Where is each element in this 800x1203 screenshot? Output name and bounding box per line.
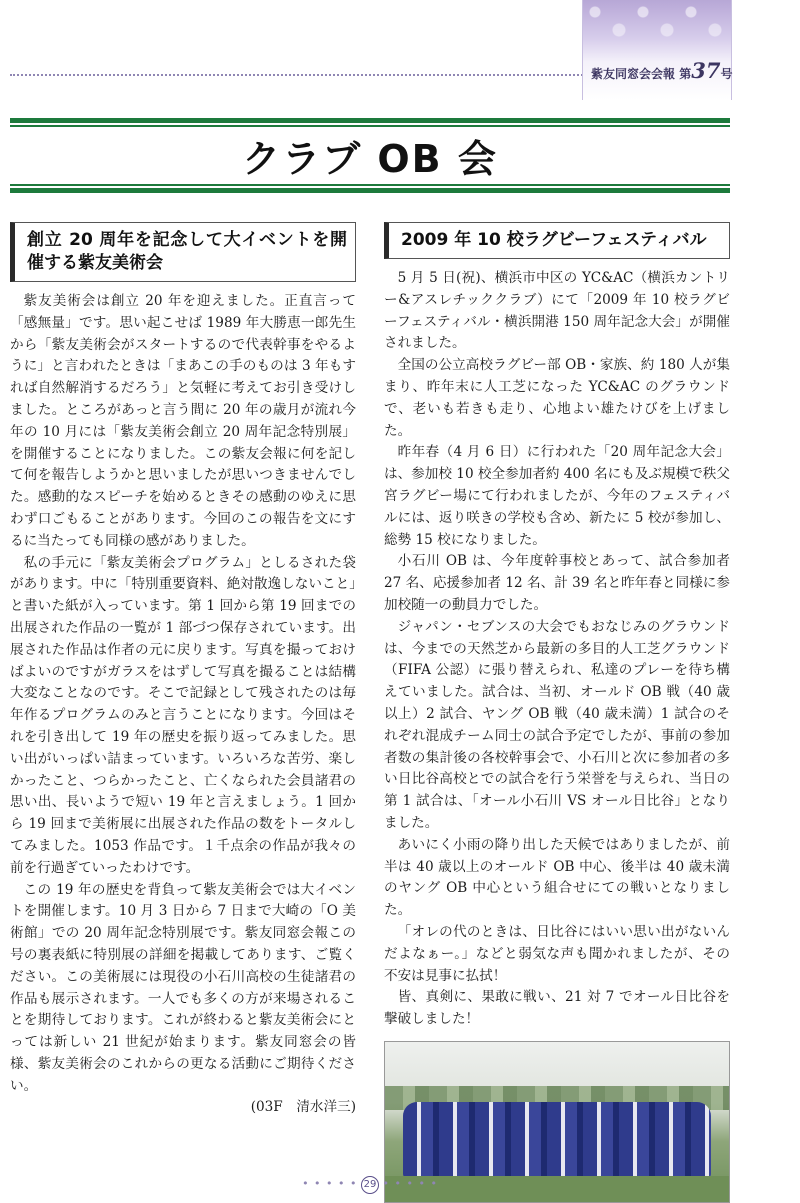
page-number-footer (0, 1176, 740, 1194)
newsletter-name: 紫友同窓会会報 (591, 67, 676, 81)
article-right-paragraph: 5 月 5 日(祝)、横浜市中区の YC&AC（横浜カントリー&アスレチッククラブ）にて「2009 年 10 校ラグビーフェスティバル・横浜開港 150 周年記念大会」が開催されました。 (384, 270, 730, 352)
issue-prefix: 第 (679, 67, 692, 81)
issue-tab (582, 0, 732, 100)
title-band-top-thin (10, 125, 730, 127)
page-number: 29 (361, 1176, 379, 1194)
article-right-paragraph: あいにく小雨の降り出した天候ではありましたが、前半は 40 歳以上のオールド OB 中心、後半は 40 歳未満のヤング OB 中心という組合せにての戦いとなりました。 (384, 836, 730, 919)
issue-label (591, 58, 732, 83)
title-band-top (10, 118, 730, 123)
article-right-paragraph: 皆、真剣に、果敢に戦い、21 対 7 でオール日比谷を撃破しました！ (384, 989, 730, 1028)
article-left-signature: (03F 清水洋三) (250, 1099, 356, 1116)
article-left (10, 222, 356, 1119)
article-right-heading: 2009 年 10 校ラグビーフェスティバル (384, 222, 730, 259)
tab-pattern (583, 0, 731, 44)
article-left-heading: 創立 20 周年を記念して大イベントを開催する紫友美術会 (10, 222, 356, 282)
article-right-paragraph: 全国の公立高校ラグビー部 OB・家族、約 180 人が集まり、昨年末に人工芝になった YC&AC のグラウンドで、老いも若きも走り、心地よい雄たけびを上げました。 (384, 357, 730, 439)
footer-dots-right: • • • • • (382, 1177, 438, 1190)
photo-team-members (403, 1102, 711, 1178)
article-left-paragraph: この 19 年の歴史を背負って紫友美術会では大イベントを開催します。10 月 3 日から 7 日まで大崎の「O 美術館」での 20 周年記念特別展です。紫友同窓会報この号の裏表紙に特別展の詳細を掲載してあります、ご覧ください。この美術展には現役の小石川高校の生徒諸君の作品も展示されます。一人でも多くの方が来場されることを期待しております。これが終わると紫友美術会にとっては新しい 21 世紀が始まります。紫友同窓会の皆様、紫友美術会のこれからの更なる活動にご期待ください。 (10, 881, 356, 1094)
issue-number: 37 (691, 58, 721, 83)
article-right-paragraph: 小石川 OB は、今年度幹事校とあって、試合参加者 27 名、応援参加者 12 名、計 39 名と昨年春と同様に参加校随一の動員力でした。 (384, 553, 730, 613)
title-band-bottom-thin (10, 184, 730, 186)
article-right-paragraph: 「オレの代のときは、日比谷にはいい思い出がないんだよなぁー。」などと弱気な声も聞かれましたが、その不安は見事に払拭！ (384, 923, 730, 984)
article-right-paragraph: ジャパン・セブンスの大会でもおなじみのグラウンドは、今までの天然芝から最新の多目的人工芝グラウンド（FIFA 公認）に張り替えられ、私達のプレーを待ち構えていました。試合は、当初、オールド OB 戦（40 歳以上）2 試合、ヤング OB 戦（40 歳未満）1 試合のそれぞれ混成チーム同士の試合予定でしたが、事前の参加者数の集計後の各校幹事会で、小石川と次に参加者の多い日比谷高校とでの試合を行う栄誉を与えられ、当日の第 1 試合は、「オール小石川 VS オール日比谷」となりました。 (384, 618, 730, 831)
issue-suffix: 号 (720, 67, 733, 81)
article-right (384, 222, 730, 1203)
article-left-paragraph: 紫友美術会は創立 20 年を迎えました。正直言って「感無量」です。思い起こせば 1989 年大勝恵一郎先生から「紫友美術会がスタートするので代表幹事をやるように」と言われたときは「まあこの手のものは 3 年もすれば自然解消するだろう」と気軽に考えてお引き受けしました。ところがあっと言う間に 20 年の歳月が流れ今年の 10 月には「紫友美術会創立 20 周年記念特別展」を開催することになりました。この紫友会報に何を記して何を報告しようかと思いましたが思いつきませんでした。感動的なスピーチを始めるときその感動のゆえに思わず口ごもることがあります。今回のこの報告を文にするに当たっても同様の感がありました。 (10, 293, 356, 549)
footer-dots-left: • • • • • (302, 1177, 358, 1190)
page-title: クラブ OB 会 (242, 137, 498, 181)
article-left-paragraph: 私の手元に「紫友美術会プログラム」としるされた袋があります。中に「特別重要資料、絶対散逸しないこと」と書いた紙が入っています。第 1 回から第 19 回までの出展された作品の一覧が 1 部づつ保存されています。出展された作品は作者の元に戻ります。写真を撮っておけばよいのですがガラスをはずして写真を撮ることは結構大変なことなのです。そこで記録として残されたのは毎年作るプログラムのみと言うことになります。今回はそれを引き出して 19 年の歴史を振り返ってみました。思い出がいっぱい詰まっています。いろいろな苦労、楽しかったこと、つらかったこと、亡くなられた会員諸君の思い出、長いようで短い 19 年と言えましょう。1 回から 19 回まで美術展に出展された作品の数をトータルしてみました。1053 作品です。１千点余の作品が我々の前を行過ぎていったわけです。 (10, 554, 356, 876)
article-right-paragraph: 昨年春（4 月 6 日）に行われた「20 周年記念大会」は、参加校 10 校全参加者約 400 名にも及ぶ規模で秩父宮ラグビー場にて行われましたが、今年のフェスティバルには、返り咲きの学校も含め、新たに 5 校が参加し、総勢 15 校になりました。 (384, 444, 730, 548)
title-band-bottom (10, 188, 730, 193)
